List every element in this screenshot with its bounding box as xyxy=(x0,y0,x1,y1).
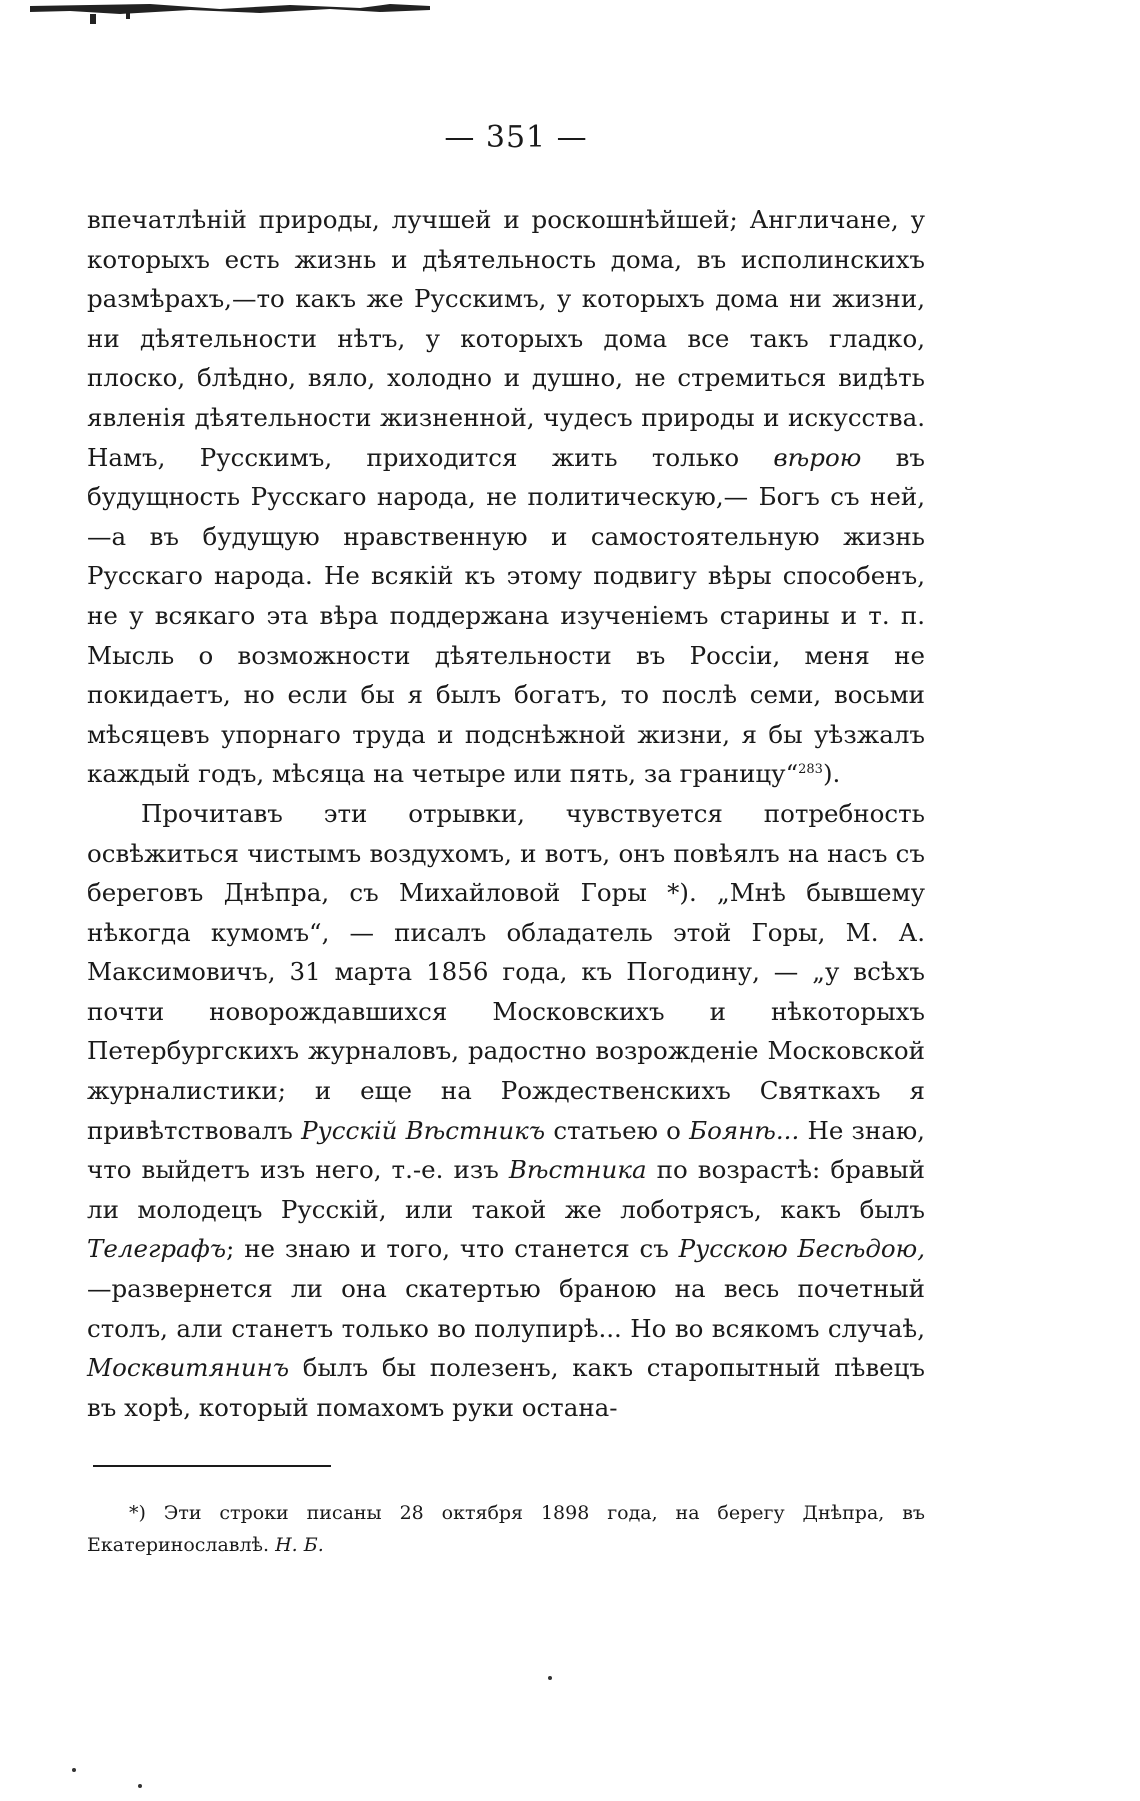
paragraph-2-text-c: Не знаю, что выйдетъ изъ него, т.-е. изъ xyxy=(87,1115,925,1185)
paragraph-2-text-e: ; не знаю и того, что станется съ xyxy=(226,1234,669,1264)
footnote-divider xyxy=(93,1465,331,1467)
paragraph-2-text-d: по возрастѣ: бравый ли молодецъ Русскій, или такой же лоботрясъ, какъ былъ xyxy=(87,1155,925,1224)
paragraph-2-text-f: —развернется ли она скатертью браною на весь почетный столъ, али станетъ только во полупирѣ... Но во всякомъ случаѣ, xyxy=(87,1274,925,1343)
paragraph-1-text-b: въ будущность Русскаго народа, не политическую,— Богъ съ ней,—а въ будущую нравственную и самостоятельную жизнь Русскаго народа. Не всякій къ этому подвигу вѣры способенъ, не у всякаго эта вѣра поддержана изученіемъ старины и т. п. Мысль о возможности дѣятельности въ Россіи, меня не покидаетъ, но если бы я былъ богатъ, то послѣ семи, восьми мѣсяцевъ упорнаго труда и подснѣжной жизни, я бы уѣзжалъ каждый годъ, мѣсяца на четыре или пять, за границу“ xyxy=(87,442,926,789)
footnote-signature: Н. Б. xyxy=(275,1534,324,1557)
footnote xyxy=(87,1497,925,1561)
paragraph-2-text-b: статьею о xyxy=(553,1115,681,1145)
title-russkiy-vestnik: Русскій Вѣстникъ xyxy=(301,1115,546,1145)
footnote-text: *) Эти строки писаны 28 октября 1898 года, на берегу Днѣпра, въ Екатеринославлѣ. xyxy=(87,1502,925,1557)
paragraph-1 xyxy=(87,200,925,794)
page-number: — 351 — xyxy=(444,120,588,155)
paragraph-2-text-g: былъ бы полезенъ, какъ старопытный пѣвецъ въ хорѣ, который помахомъ руки остана- xyxy=(87,1353,925,1422)
title-boyan: Боянѣ... xyxy=(689,1115,800,1145)
paragraph-1-italic: вѣрою xyxy=(773,442,862,472)
title-telegraf: Телеграфъ xyxy=(87,1234,227,1264)
title-russkaya-beseda: Русскою Бесѣдою, xyxy=(678,1234,925,1264)
paragraph-1-text-a: впечатлѣній природы, лучшей и роскошнѣйшей; Англичане, у которыхъ есть жизнь и дѣятельность дома, въ исполинскихъ размѣрахъ,—то какъ же Русскимъ, у которыхъ дома ни жизни, ни дѣятельности нѣтъ, у которыхъ дома все такъ гладко, плоско, блѣдно, вяло, холодно и душно, не стремиться видѣть явленія дѣятельности жизненной, чудесъ природы и искусства. Намъ, Русскимъ, приходится жить только xyxy=(87,205,925,472)
title-vestnik: Вѣстника xyxy=(508,1155,647,1185)
book-page xyxy=(87,120,925,1561)
paragraph-2 xyxy=(87,794,925,1428)
scan-speck xyxy=(72,1768,76,1772)
title-moskvityanin: Москвитянинъ xyxy=(87,1353,290,1383)
scan-speck xyxy=(138,1784,142,1788)
footnote-reference: 283 xyxy=(798,762,823,778)
scan-smudge xyxy=(30,0,430,30)
paragraph-1-end: ). xyxy=(822,759,841,789)
scan-speck xyxy=(548,1676,552,1680)
paragraph-2-text-a: Прочитавъ эти отрывки, чувствуется потребность освѣжиться чистымъ воздухомъ, и вотъ, онъ повѣялъ на насъ съ береговъ Днѣпра, съ Михайловой Горы *). „Мнѣ бывшему нѣкогда кумомъ“, — писалъ обладатель этой Горы, М. А. Максимовичъ, 31 марта 1856 года, къ Погодину, — „у всѣхъ почти новорождавшихся Московскихъ и нѣкоторыхъ Петербургскихъ журналовъ, радостно возрожденіе Московской журналистики; и еще на Рождественскихъ Святкахъ я привѣтствовалъ xyxy=(87,798,925,1145)
body-text xyxy=(87,200,925,1427)
